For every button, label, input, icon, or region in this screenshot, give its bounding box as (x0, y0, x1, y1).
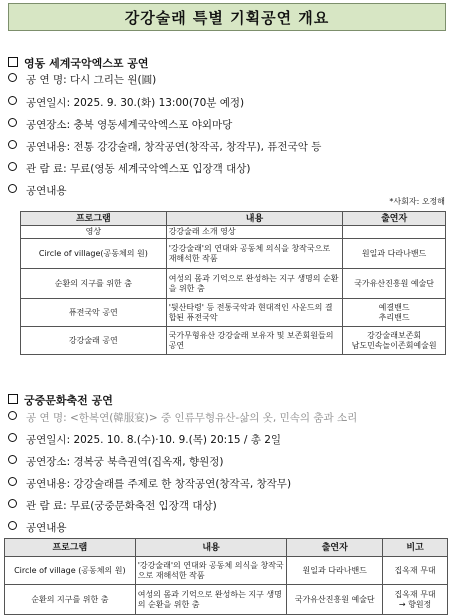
section1-line (8, 183, 67, 198)
section1-line (8, 117, 232, 132)
section2-line (8, 520, 67, 535)
table-row (5, 585, 448, 615)
section1-heading-text: 영동 세계국악엑스포 공연 (24, 57, 149, 70)
section1-program-table (20, 211, 446, 355)
section2-line-text: 공 연 명: <한복연(韓服宴)> 중 인류무형유산-삶의 옷, 민속의 춤과 소리 (26, 412, 358, 424)
content-cell: '뒷산타령' 등 전통국악과 현대적인 사운드의 결합된 퓨전국악 (166, 299, 343, 327)
circle-bullet-icon (8, 433, 17, 442)
section1-line-text: 공 연 명: 다시 그리는 원(圓) (26, 74, 157, 86)
header-program: 프로그램 (5, 539, 136, 557)
table-header-row (21, 212, 446, 226)
header-performer: 출연자 (343, 212, 446, 226)
circle-bullet-icon (8, 118, 17, 127)
section1-line-text: 공연내용: 전통 강강술래, 창작공연(창작곡, 창작무), 퓨전국악 등 (26, 141, 322, 153)
section2-line (8, 432, 281, 447)
content-cell: 강강술래 소개 영상 (166, 226, 343, 239)
section1-line-text: 공연내용 (26, 185, 67, 197)
section1-line-text: 관 람 료: 무료(영동 세계국악엑스포 입장객 대상) (26, 163, 251, 175)
circle-bullet-icon (8, 140, 17, 149)
performer-cell: 국가유산진흥원 예술단 (287, 585, 383, 615)
content-cell: 국가무형유산 강강술래 보유자 및 보존회원들의 공연 (166, 327, 343, 355)
section1-line-text: 공연장소: 충북 영동세계국악엑스포 야외마당 (26, 119, 233, 131)
section2-heading (8, 392, 113, 408)
program-cell: Circle of village (공동체의 원) (5, 557, 136, 585)
content-cell: '강강술래'의 연대와 공동체 의식을 창작국으로 재해석한 작품 (166, 239, 343, 269)
section1-line (8, 161, 250, 176)
circle-bullet-icon (8, 184, 17, 193)
circle-bullet-icon (8, 73, 17, 82)
remarks-cell: 집옥재 무대 (383, 557, 448, 585)
performer-cell (343, 226, 446, 239)
section1-line (8, 72, 156, 87)
circle-bullet-icon (8, 96, 17, 105)
section2-line-text: 공연일시: 2025. 10. 8.(수)·10. 9.(목) 20:15 / 총 2일 (26, 434, 282, 446)
section2-line (8, 410, 357, 425)
performer-cell: 원일과 다라나밴드 (287, 557, 383, 585)
header-content: 내용 (166, 212, 343, 226)
remarks-cell: 집옥재 무대 → 향원정 (383, 585, 448, 615)
program-cell: Circle of village(공동체의 원) (21, 239, 167, 269)
square-bullet-icon (8, 57, 18, 67)
document-title: 강강술래 특별 기획공연 개요 (8, 3, 446, 31)
section2-heading-text: 궁중문화축전 공연 (24, 394, 113, 407)
performer-cell: 강강술래보존회 남도민속놀이존회예술원 (343, 327, 446, 355)
table-row (21, 269, 446, 299)
program-cell: 강강술래 공연 (21, 327, 167, 355)
section1-line-text: 공연일시: 2025. 9. 30.(화) 13:00(70분 예정) (26, 97, 245, 109)
section2-line-text: 공연장소: 경복궁 북측권역(집옥재, 향원정) (26, 456, 224, 468)
table-row (5, 557, 448, 585)
section2-line-text: 공연내용: 강강술래를 주제로 한 창작공연(창작곡, 창작무) (26, 478, 292, 490)
program-cell: 퓨전국악 공연 (21, 299, 167, 327)
section1-line (8, 95, 244, 110)
table-row (21, 239, 446, 269)
circle-bullet-icon (8, 162, 17, 171)
circle-bullet-icon (8, 521, 17, 530)
section2-line (8, 454, 224, 469)
square-bullet-icon (8, 394, 18, 404)
circle-bullet-icon (8, 499, 17, 508)
table-row (21, 327, 446, 355)
circle-bullet-icon (8, 455, 17, 464)
program-cell: 순환의 지구를 위한 춤 (5, 585, 136, 615)
content-cell: 여성의 몸과 기억으로 완성하는 지구 생명의 순환을 위한 춤 (166, 269, 343, 299)
circle-bullet-icon (8, 411, 17, 420)
header-content: 내용 (135, 539, 287, 557)
table-row (21, 226, 446, 239)
table-header-row (5, 539, 448, 557)
content-cell: '강강술래'의 연대와 공동체 의식을 창작국으로 재해석한 작품 (135, 557, 287, 585)
section2-line (8, 498, 217, 513)
section2-line (8, 476, 291, 491)
section2-line-text: 관 람 료: 무료(궁중문화축전 입장객 대상) (26, 500, 217, 512)
program-cell: 영상 (21, 226, 167, 239)
performer-cell: 원일과 다라나밴드 (343, 239, 446, 269)
table-row (21, 299, 446, 327)
program-cell: 순환의 지구를 위한 춤 (21, 269, 167, 299)
performer-cell: 국가유산진흥원 예술단 (343, 269, 446, 299)
circle-bullet-icon (8, 477, 17, 486)
section2-line-text: 공연내용 (26, 522, 67, 534)
section1-heading (8, 55, 149, 71)
section1-line (8, 139, 321, 154)
content-cell: 여성의 몸과 기억으로 완성하는 지구 생명의 순환을 위한 춤 (135, 585, 287, 615)
section2-program-table (4, 538, 448, 615)
header-performer: 출연자 (287, 539, 383, 557)
header-program: 프로그램 (21, 212, 167, 226)
host-note: *사회자: 오정해 (389, 197, 445, 206)
header-remarks: 비고 (383, 539, 448, 557)
performer-cell: 예결밴드 추리밴드 (343, 299, 446, 327)
